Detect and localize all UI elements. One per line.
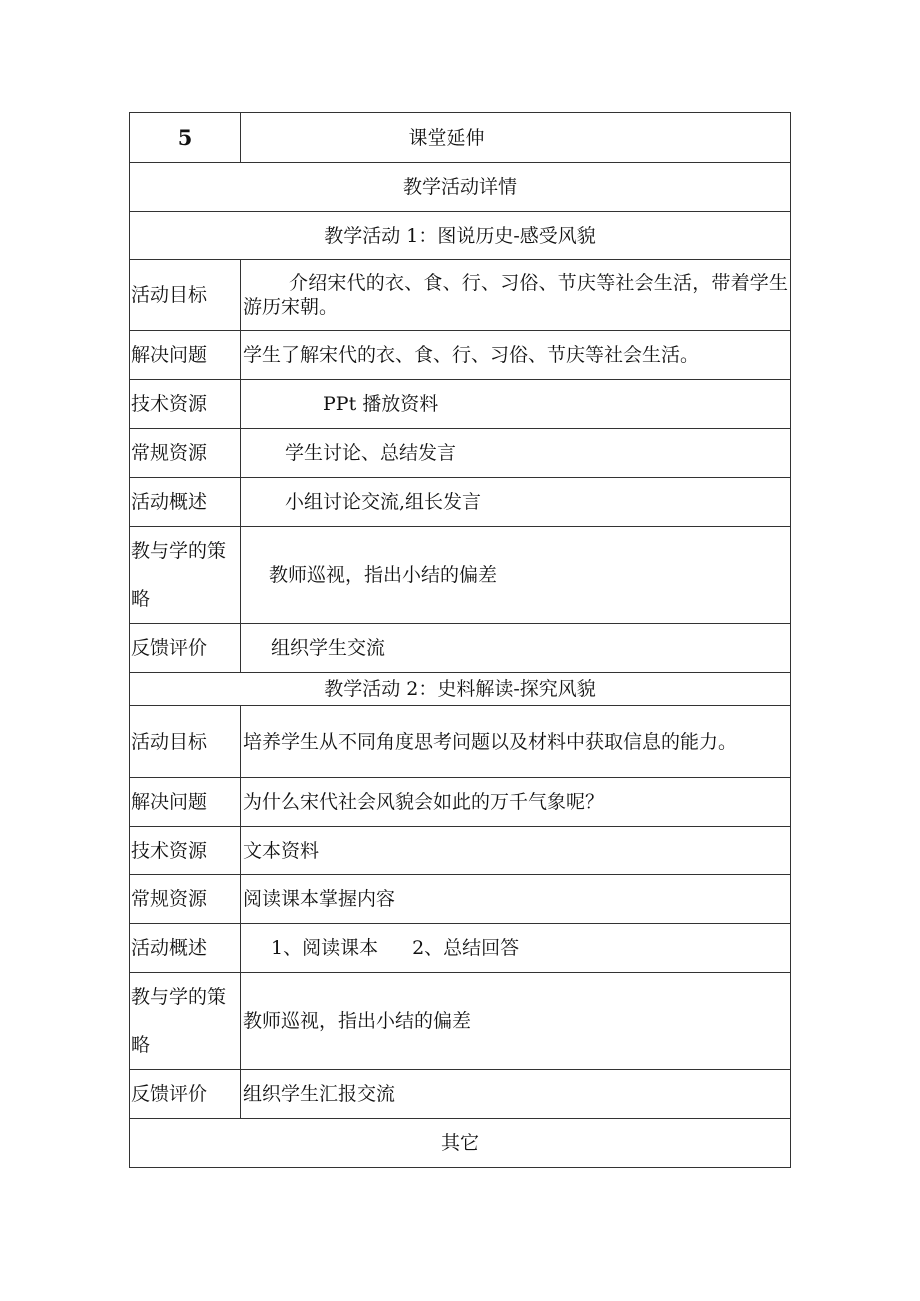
row-label: 技术资源 [130, 827, 241, 875]
other-heading: 其它 [130, 1119, 791, 1168]
table-row [130, 1070, 791, 1119]
row-value: 教师巡视，指出小结的偏差 [241, 973, 791, 1070]
row-value: 为什么宋代社会风貌会如此的万千气象呢？ [241, 778, 791, 827]
section-number: 5 [130, 113, 241, 163]
lesson-plan-table [129, 112, 791, 1168]
table-row [130, 380, 791, 429]
activity1-title: 教学活动 1：图说历史-感受风貌 [130, 212, 791, 260]
table-row [130, 827, 791, 875]
row-value: 阅读课本掌握内容 [241, 875, 791, 924]
row-value: 学生了解宋代的衣、食、行、习俗、节庆等社会生活。 [241, 331, 791, 380]
row-label: 常规资源 [130, 429, 241, 478]
row-value [241, 924, 791, 973]
row-label: 活动概述 [130, 478, 241, 527]
table-row [130, 778, 791, 827]
overview-step-2: 2、总结回答 [412, 937, 520, 959]
details-heading: 教学活动详情 [130, 163, 791, 212]
row-value: 教师巡视，指出小结的偏差 [241, 527, 791, 624]
row-label: 教与学的策略 [130, 527, 241, 624]
row-label: 反馈评价 [130, 1070, 241, 1119]
table-row [130, 429, 791, 478]
table-row [130, 973, 791, 1070]
header-row [130, 113, 791, 163]
row-label: 解决问题 [130, 778, 241, 827]
table-row [130, 706, 791, 778]
row-label: 解决问题 [130, 331, 241, 380]
row-label: 活动概述 [130, 924, 241, 973]
row-value: 学生讨论、总结发言 [241, 429, 791, 478]
row-value: PPt 播放资料 [241, 380, 791, 429]
other-row [130, 1119, 791, 1168]
row-label: 反馈评价 [130, 624, 241, 673]
table-row [130, 260, 791, 331]
table-row [130, 331, 791, 380]
activity1-title-row [130, 212, 791, 260]
row-value: 组织学生交流 [241, 624, 791, 673]
table-row [130, 527, 791, 624]
section-title-cell: 课堂延伸 [241, 113, 791, 163]
row-label: 教与学的策略 [130, 973, 241, 1070]
row-value: 培养学生从不同角度思考问题以及材料中获取信息的能力。 [241, 706, 791, 778]
row-value: 文本资料 [241, 827, 791, 875]
row-label: 常规资源 [130, 875, 241, 924]
table-row [130, 624, 791, 673]
details-heading-row [130, 163, 791, 212]
activity2-title: 教学活动 2：史料解读-探究风貌 [130, 673, 791, 706]
row-value: 组织学生汇报交流 [241, 1070, 791, 1119]
row-label: 活动目标 [130, 260, 241, 331]
activity2-title-row [130, 673, 791, 706]
row-value: 小组讨论交流,组长发言 [241, 478, 791, 527]
table-row [130, 924, 791, 973]
row-label: 活动目标 [130, 706, 241, 778]
row-label: 技术资源 [130, 380, 241, 429]
table-row [130, 875, 791, 924]
row-value: 介绍宋代的衣、食、行、习俗、节庆等社会生活，带着学生游历宋朝。 [241, 260, 791, 331]
overview-step-1: 1、阅读课本 [271, 937, 379, 959]
table-row [130, 478, 791, 527]
